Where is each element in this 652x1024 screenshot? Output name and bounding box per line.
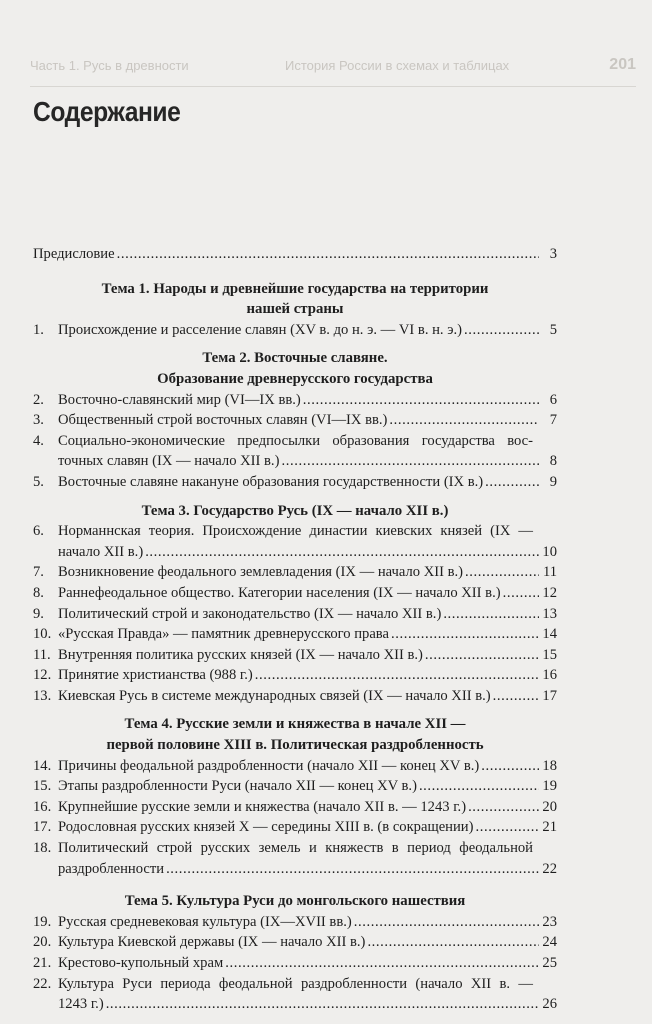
- toc-entry-title: начало XII в.): [58, 543, 144, 560]
- toc-entry-title: Культура Руси периода феодальной раздробленности (начало XII в. —: [58, 975, 533, 992]
- leader-dots: [485, 472, 539, 493]
- toc-entry-text: [33, 797, 466, 818]
- toc-entry-page: 25: [542, 955, 557, 971]
- toc-entry-line: [33, 665, 557, 686]
- toc-entry-title: Крестово-купольный храм: [58, 955, 224, 971]
- toc-entry[interactable]: [33, 665, 557, 686]
- toc-entry-line: [33, 451, 557, 472]
- toc-entry[interactable]: [33, 912, 557, 933]
- leader-dots: [303, 390, 539, 411]
- topic-heading-line: Тема 1. Народы и древнейшие государства на территории: [101, 280, 489, 297]
- toc-entry-line: [33, 756, 557, 777]
- topic-heading-line: Тема 5. Культура Руси до монгольского нашествия: [124, 893, 466, 910]
- toc-preface-page: 3: [549, 246, 557, 262]
- leader-dots: [354, 912, 539, 933]
- topic-heading-line: Тема 2. Восточные славяне.: [202, 350, 388, 367]
- toc-entry-text: [33, 994, 104, 1015]
- toc-entry-title: Общественный строй восточных славян (VI—IX вв.): [58, 412, 388, 429]
- toc-entry-number: 7.: [33, 564, 44, 581]
- toc-entry[interactable]: [33, 431, 557, 472]
- toc-entry-title: Политический строй и законодательство (IX — начало XII в.): [58, 605, 442, 622]
- toc-entry[interactable]: [33, 838, 557, 879]
- toc-entry-line: [33, 320, 557, 341]
- leader-dots: [225, 953, 539, 974]
- toc-entry-page: 12: [542, 584, 557, 601]
- table-of-contents: [33, 244, 557, 1015]
- topic-heading-line: Тема 3. Государство Русь (IX — начало XII в.): [141, 502, 449, 519]
- topic-heading: [33, 501, 557, 522]
- toc-entry-page: 18: [542, 757, 557, 774]
- toc-entry-line: [33, 431, 557, 452]
- toc-entry[interactable]: [33, 776, 557, 797]
- toc-entry-line: [33, 562, 557, 583]
- toc-entry-page: 10: [542, 543, 557, 560]
- toc-entry-page: 15: [542, 646, 557, 663]
- bleed-through-header: [30, 52, 636, 87]
- toc-entry-title: Восточные славяне накануне образования государственности (IX в.): [58, 473, 484, 490]
- toc-entry[interactable]: [33, 472, 557, 493]
- toc-entry-title: Социально-экономические предпосылки образования государства вос-: [58, 432, 533, 449]
- toc-preface[interactable]: [33, 244, 557, 265]
- leader-dots: [493, 686, 539, 707]
- toc-entry-number: 9.: [33, 605, 44, 622]
- toc-entry-page: 21: [542, 819, 557, 836]
- toc-entry-line: [33, 994, 557, 1015]
- toc-entry-text: [33, 776, 417, 797]
- leader-dots: [465, 562, 539, 583]
- toc-entry-title: Возникновение феодального землевладения (IX — начало XII в.): [58, 564, 464, 581]
- toc-entry-title: «Русская Правда» — памятник древнерусского права: [58, 626, 389, 643]
- topic-spacer: [33, 265, 557, 279]
- toc-entry-text: [33, 562, 463, 583]
- toc-entry-number: 4.: [33, 432, 44, 449]
- toc-entry[interactable]: [33, 953, 557, 974]
- toc-entry[interactable]: [33, 645, 557, 666]
- toc-entry[interactable]: [33, 521, 557, 562]
- toc-entry-number: 22.: [33, 975, 52, 992]
- toc-entry-page: 16: [542, 667, 557, 684]
- toc-entry-number: 1.: [33, 321, 44, 338]
- toc-entry-page: 23: [542, 913, 557, 930]
- leader-dots: [503, 583, 539, 604]
- toc-entry-page: 11: [542, 564, 557, 581]
- toc-entry-text: [33, 542, 143, 563]
- toc-entry-text: [33, 756, 479, 777]
- toc-entry-text: [33, 410, 387, 431]
- toc-entry-page: 20: [542, 798, 557, 815]
- toc-entry-number: 19.: [33, 913, 52, 930]
- toc-entry[interactable]: [33, 320, 557, 341]
- toc-entry-page: 8: [549, 453, 557, 470]
- toc-entry-number: 20.: [33, 934, 52, 951]
- toc-entry[interactable]: [33, 817, 557, 838]
- topic-spacer: [33, 493, 557, 501]
- toc-entry-title: Раннефеодальное общество. Категории населения (IX — начало XII в.): [58, 584, 501, 601]
- leader-dots: [443, 604, 539, 625]
- toc-entry-number: 17.: [33, 819, 52, 836]
- toc-entry-text: [33, 665, 253, 686]
- toc-entry-text: [33, 604, 441, 625]
- toc-entry-page: 24: [542, 934, 557, 951]
- toc-entry-title: Киевская Русь в системе международных связей (IX — начало XII в.): [58, 687, 491, 704]
- toc-entry-text: [33, 859, 164, 880]
- toc-entry-text: [33, 390, 301, 411]
- toc-entry-text: [33, 932, 365, 953]
- toc-entry-title: Этапы раздробленности Руси (начало XII — конец XV в.): [58, 778, 417, 795]
- toc-entry[interactable]: [33, 604, 557, 625]
- leader-dots: [281, 451, 539, 472]
- toc-entry-number: 8.: [33, 584, 44, 601]
- toc-entry-text: [33, 645, 423, 666]
- toc-entry-text: [33, 817, 473, 838]
- toc-entry-line: [33, 912, 557, 933]
- toc-entry-number: 13.: [33, 687, 52, 704]
- bleed-header-left: Часть 1. Русь в древности: [30, 58, 189, 73]
- toc-entry-line: [33, 686, 557, 707]
- toc-entry[interactable]: [33, 583, 557, 604]
- toc-entry-number: 16.: [33, 798, 52, 815]
- leader-dots: [367, 932, 539, 953]
- toc-entry-title: Политический строй русских земель и княжеств в период феодальной: [58, 840, 533, 857]
- toc-entry-line: [33, 390, 557, 411]
- leader-dots: [389, 410, 539, 431]
- toc-entry-number: 11.: [33, 646, 51, 663]
- toc-entry-title: Норманнская теория. Происхождение династии киевских князей (IX —: [58, 523, 533, 540]
- toc-entry-text: [33, 686, 491, 707]
- toc-entry-text: [33, 912, 352, 933]
- toc-entry-line: [33, 583, 557, 604]
- page-title: Содержание: [33, 96, 181, 127]
- leader-dots: [106, 994, 539, 1015]
- toc-entry-line: [33, 932, 557, 953]
- toc-entry[interactable]: [33, 932, 557, 953]
- toc-entry-page: 7: [549, 412, 557, 429]
- toc-entry-number: 14.: [33, 757, 52, 774]
- toc-entry-page: 19: [542, 778, 557, 795]
- topic-heading-line: Образование древнерусского государства: [157, 370, 433, 387]
- toc-entry-page: 5: [549, 321, 557, 338]
- toc-entry-number: 12.: [33, 667, 52, 684]
- toc-entry[interactable]: [33, 797, 557, 818]
- toc-entry[interactable]: [33, 390, 557, 411]
- toc-entry-line: [33, 974, 557, 995]
- toc-entry-line: [33, 624, 557, 645]
- toc-entry-line: [33, 797, 557, 818]
- toc-entry[interactable]: [33, 562, 557, 583]
- toc-entry-line: [33, 817, 557, 838]
- toc-preface-label: Предисловие: [33, 246, 115, 262]
- toc-entry-text: [33, 451, 279, 472]
- toc-entry-page: 22: [542, 860, 557, 877]
- toc-entry-title: раздробленности: [58, 860, 165, 877]
- toc-entry-text: [33, 320, 462, 341]
- toc-entry-title: Происхождение и расселение славян (XV в. до н. э. — VI в. н. э.): [58, 321, 462, 338]
- toc-entry-page: 13: [542, 605, 557, 622]
- leader-dots: [475, 817, 539, 838]
- topic-spacer: [33, 706, 557, 714]
- topic-heading-line: нашей страны: [246, 301, 344, 318]
- topic-spacer: [33, 340, 557, 348]
- toc-entry-page: 26: [542, 996, 557, 1013]
- topic-heading-line: первой половине XIII в. Политическая раздробленность: [106, 737, 484, 754]
- toc-entry[interactable]: [33, 410, 557, 431]
- leader-dots: [419, 776, 539, 797]
- toc-entry-page: 9: [549, 473, 557, 490]
- toc-entry-number: 18.: [33, 840, 52, 857]
- toc-entry-number: 10.: [33, 626, 52, 643]
- leader-dots: [166, 859, 539, 880]
- toc-entry-line: [33, 776, 557, 797]
- toc-entry-text: [33, 583, 501, 604]
- toc-entry[interactable]: [33, 974, 557, 1015]
- topic-heading: [33, 891, 557, 912]
- toc-entry-page: 14: [542, 626, 557, 643]
- toc-entry-text: [33, 624, 389, 645]
- bleed-page-number: 201: [609, 56, 636, 73]
- toc-entry-line: [33, 838, 557, 859]
- toc-entry-title: Принятие христианства (988 г.): [58, 667, 253, 684]
- toc-entry-title: 1243 г.): [58, 996, 104, 1013]
- toc-entry-number: 5.: [33, 473, 44, 490]
- toc-entry-line: [33, 953, 557, 974]
- toc-entry-line: [33, 521, 557, 542]
- toc-entry-title: Внутренняя политика русских князей (IX — начало XII в.): [58, 646, 423, 663]
- toc-entry[interactable]: [33, 624, 557, 645]
- toc-entry-text: [33, 953, 223, 974]
- leader-dots: [117, 244, 539, 265]
- toc-entry-line: [33, 410, 557, 431]
- toc-entry-title: Крупнейшие русские земли и княжества (начало XII в. — 1243 г.): [58, 798, 467, 815]
- toc-entry-title: Культура Киевской державы (IX — начало XII в.): [58, 934, 366, 951]
- topic-heading: [33, 714, 557, 755]
- topic-heading: [33, 279, 557, 320]
- toc-entry[interactable]: [33, 686, 557, 707]
- toc-entry-number: 15.: [33, 778, 52, 795]
- leader-dots: [468, 797, 539, 818]
- toc-entry-title: Родословная русских князей X — середины XIII в. (в сокращении): [58, 819, 474, 836]
- toc-entry-title: Русская средневековая культура (IX—XVII вв.): [58, 913, 352, 930]
- toc-entry-line: [33, 604, 557, 625]
- bleed-header-center: История России в схемах и таблицах: [285, 58, 510, 73]
- toc-entry-title: Причины феодальной раздробленности (начало XII — конец XV в.): [58, 757, 480, 774]
- toc-entry-line: [33, 472, 557, 493]
- topic-heading: [33, 348, 557, 389]
- toc-entry-number: 3.: [33, 412, 44, 429]
- toc-entry-line: [33, 645, 557, 666]
- leader-dots: [255, 665, 539, 686]
- toc-entry-line: [33, 859, 557, 880]
- toc-entry-number: 6.: [33, 523, 44, 540]
- toc-entry-line: [33, 542, 557, 563]
- toc-entry-title: Восточно-славянский мир (VI—IX вв.): [58, 391, 301, 408]
- topic-spacer: [33, 879, 557, 891]
- toc-entry-number: 21.: [33, 955, 52, 971]
- toc-entry-text: [33, 472, 483, 493]
- leader-dots: [391, 624, 539, 645]
- leader-dots: [464, 320, 539, 341]
- toc-entry[interactable]: [33, 756, 557, 777]
- toc-entry-number: 2.: [33, 391, 44, 408]
- toc-entry-title: точных славян (IX — начало XII в.): [58, 453, 280, 470]
- topic-heading-line: Тема 4. Русские земли и княжества в начале XII —: [124, 716, 466, 733]
- leader-dots: [145, 542, 539, 563]
- leader-dots: [481, 756, 539, 777]
- leader-dots: [425, 645, 539, 666]
- toc-entry-page: 17: [542, 687, 557, 704]
- toc-entry-page: 6: [549, 391, 557, 408]
